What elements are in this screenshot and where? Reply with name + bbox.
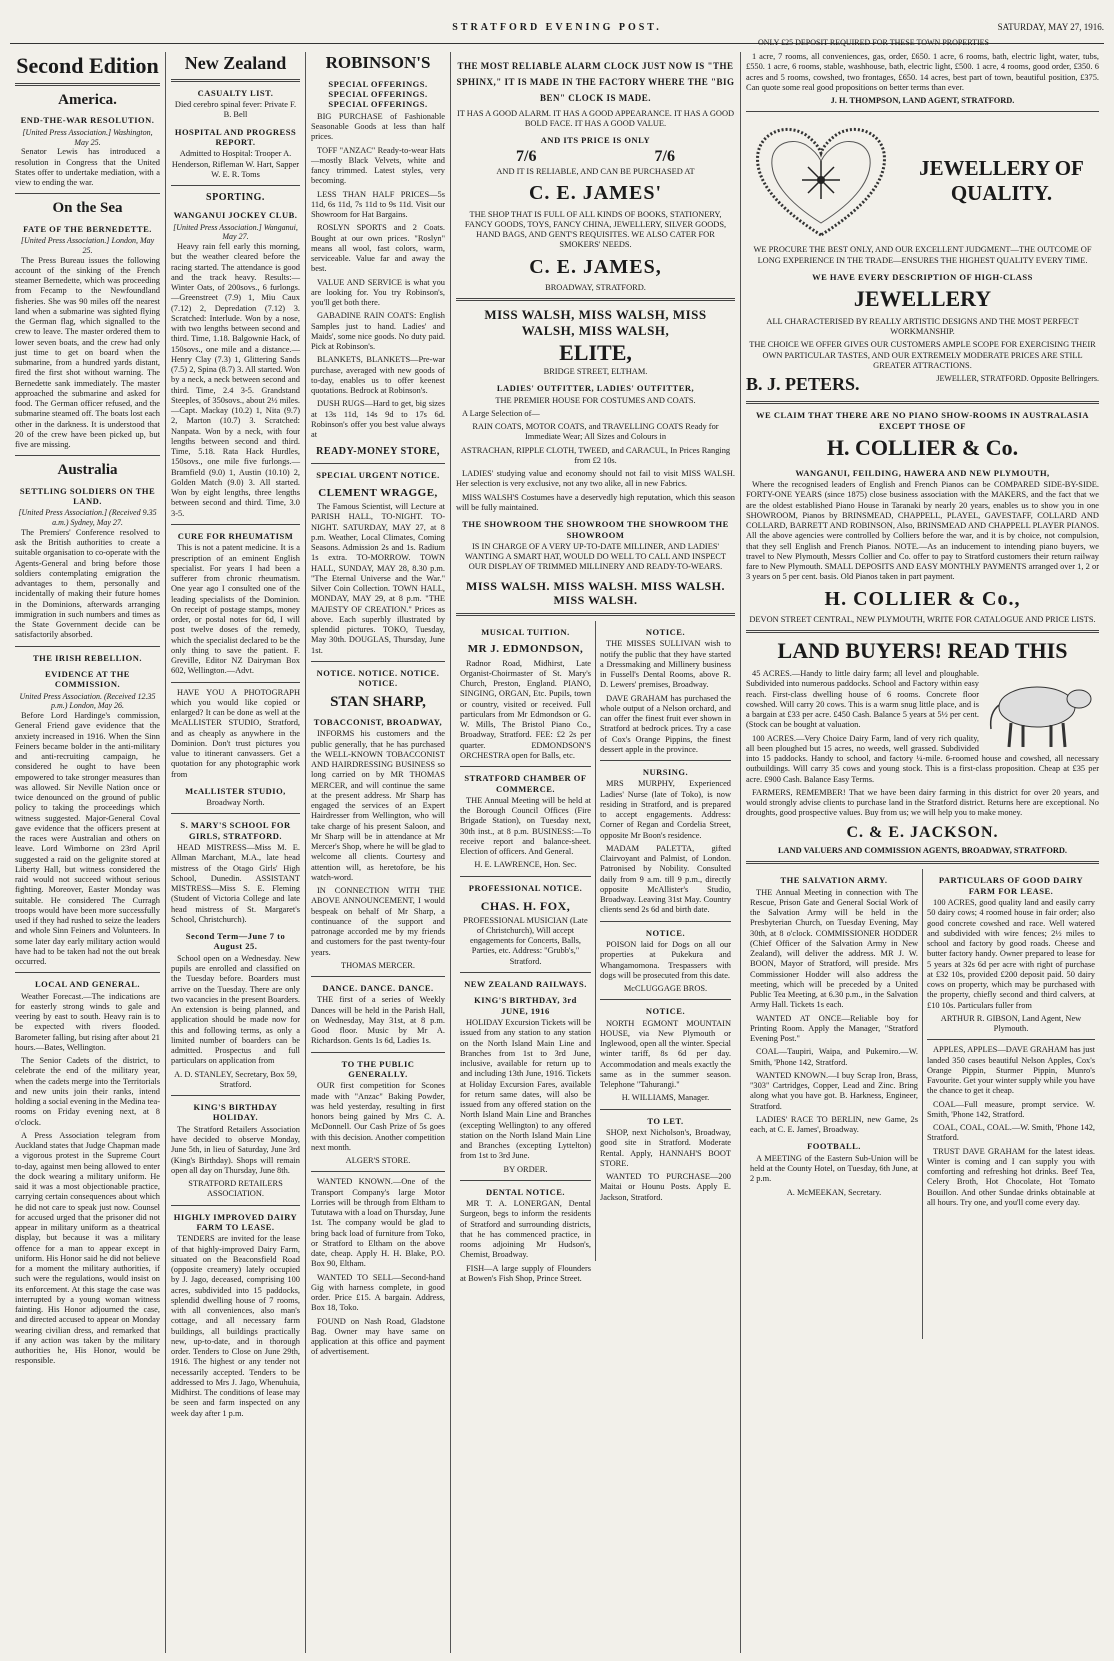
astrachan: ASTRACHAN, RIPPLE CLOTH, TWEED, and CARACUL, In Prices Ranging from £2 10s. bbox=[460, 445, 731, 465]
every-description: WE HAVE EVERY DESCRIPTION OF HIGH-CLASS bbox=[812, 271, 1033, 282]
characterised: ALL CHARACTERISED BY REALLY ARTISTIC DESIGNS AND THE MOST PERFECT WORKMANSHIP. bbox=[766, 316, 1079, 337]
railways-signature: BY ORDER. bbox=[503, 1164, 548, 1174]
column-5-split bbox=[746, 869, 1099, 1339]
james-address: BROADWAY, STRATFORD. bbox=[545, 282, 646, 292]
james-heading: C. E. JAMES' bbox=[528, 182, 663, 205]
salvation-body: THE Annual Meeting in connection with The Rescue, Prison Gate and General Social Work of the Salvation Army will be held in the Presbyterian Church, on Tuesday Evening, May 30th, at 8 o'clock. COMMISSIONER HODDER (Chief Officer of the Salvation Army in New Zealand), will deliver the address. MR J. W. BOON, Mayor of Stratford, will preside. Mrs Commissioner Hodder will also address the meeting, which will be preceded by a United Public Tea Meeting, at 6.30 p.m., in the Salvation Army Hall. Tickets 1s each. bbox=[750, 887, 918, 1010]
railways-body: HOLIDAY Excursion Tickets will be issued from any station to any station on the North Island Main Line and Branches from 1st to 3rd June, inclusive, available for return up to and including 13th June, 1916. Tickets at Holiday Excursion Fares, available for return same dates, will also be issued from any offered station on the North Island Main Line and Branches (excepting Wellington) to any offered station on the North Island Main Line and Branches (excepting Lyttelton) from 1st to 3rd June. bbox=[460, 1018, 591, 1161]
robinson-item-5: VALUE AND SERVICE is what you are looking for. You try Robinson's, you'll get both there. bbox=[311, 277, 445, 308]
dairy-heading: HIGHLY IMPROVED DAIRY FARM TO LEASE. bbox=[173, 1211, 298, 1232]
column-4-split bbox=[456, 621, 735, 1283]
egmont-notice: NORTH EGMONT MOUNTAIN HOUSE, via New Plymouth or Inglewood, open all the winter. Special winter tariff, 8s 6d per day. Accommodation and meals exactly the same as in the summer season. Telephone "Tahurangi." bbox=[600, 1018, 731, 1090]
choice-text: THE CHOICE WE OFFER GIVES OUR CUSTOMERS AMPLE SCOPE FOR EXERCISING THEIR OWN PARTICULAR TASTES, AND OUR EXTREMELY MODERATE PRICES ARE STILL GREATER ATTRACTIONS. bbox=[749, 340, 1096, 370]
outfitter: LADIES' OUTFITTER, LADIES' OUTFITTER, bbox=[496, 383, 695, 394]
robinson-item-6: GABADINE RAIN COATS: English Samples just to hand. Ladies' and Maids', some nice goods. No duty paid. Pick at Robinson's. bbox=[311, 311, 445, 352]
poison-signature: McCLUGGAGE BROS. bbox=[623, 984, 708, 994]
graham-notice: DAVE GRAHAM has purchased the whole output of a Nelson orchard, and can offer the finest fruit ever shown in Stratford at bedrock prices. Try a case of Cox's Orange Pippins, the finest dessert apple in the province. bbox=[600, 693, 731, 754]
wragge-notice: SPECIAL URGENT NOTICE. bbox=[316, 470, 440, 481]
peters-footer bbox=[746, 374, 1099, 396]
hospital-body: Admitted to Hospital: Trooper A. Henderson, Rifleman W. Hart, Sapper W. E. R. Toms bbox=[171, 149, 300, 179]
robinson-item-4: ROSLYN SPORTS and 2 Coats. Bought at our own prices. "Roslyn" means all wool, fast colors, warm, serviceable. Value far and away the best. bbox=[311, 223, 445, 274]
coal-notice-2: COAL—Full measure, prompt service. W. Smith, 'Phone 142, Stratford. bbox=[927, 1099, 1095, 1119]
jewellery-of-quality: JEWELLERY OF QUALITY. bbox=[919, 155, 1084, 206]
sharp-body: INFORMS his customers and the public generally, that he has purchased the WELL-KNOWN TOBACCONIST AND HAIRDRESSING BUSINESS so long carried on by MR THOMAS MERCER, and will continue the same at the present address. Mr Sharp has engaged the services of an Expert Hairdresser from Wellington, who will take charge of his present Saloon, and Mr Sharp will be in attendance at Mr Mercer's Shop, where he will be glad to welcome all clients. Courtesy and attention will, as heretofore, be his watch-word. bbox=[311, 729, 445, 882]
wanted-gig: WANTED TO SELL—Second-hand Gig with harness complete, in good order. Price £15. A bargain. Address, Box 18, Toko. bbox=[311, 1272, 445, 1313]
robinson-item-2: TOFF "ANZAC" Ready-to-wear Hats—mostly Black Velvets, white and fancy trimmed. Latest styles, very becoming. bbox=[311, 145, 445, 186]
lease-signature: ARTHUR R. GIBSON, Land Agent, New Plymouth. bbox=[940, 1013, 1082, 1033]
land-buyers-heading: LAND BUYERS! READ THIS bbox=[777, 638, 1068, 664]
trust-graham: TRUST DAVE GRAHAM for the latest ideas. Winter is coming and I can supply you with comforting and refreshing hot drinks. Beef Tea, Celery Broth, Hot Chocolate, Hot Tomato Bouillon. And other Sundae drinks obtainable at all hours. Try one, and you'll come every day. bbox=[927, 1146, 1095, 1207]
notice-heading-1: NOTICE. bbox=[645, 626, 686, 637]
soldiers-heading: SETTLING SOLDIERS ON THE LAND. bbox=[19, 485, 156, 506]
berlin-race: LADIES' RACE TO BERLIN, new Game, 2s each, at C. E. James', Broadway. bbox=[750, 1114, 918, 1135]
birthday-body: The Stratford Retailers Association have decided to observe Monday, June 5th, in lieu of Saturday, June 3rd (King's Birthday). Shops will remain open all day on Thursday, June 8th. bbox=[171, 1124, 300, 1175]
football-body: A MEETING of the Eastern Sub-Union will be held at the County Hotel, on Tuesday, 6th June, at 2 p.m. bbox=[750, 1153, 918, 1184]
local-heading: LOCAL AND GENERAL. bbox=[34, 979, 141, 990]
paper-title: STRATFORD EVENING POST. bbox=[452, 22, 662, 33]
sphinx-price-label: AND ITS PRICE IS ONLY bbox=[540, 135, 651, 146]
robinson-item-1: BIG PURCHASE of Fashionable Seasonable Goods at less than half prices. bbox=[311, 111, 445, 142]
notice-heading-2: NOTICE. bbox=[645, 927, 686, 938]
jewellery-heading: JEWELLERY bbox=[853, 286, 992, 312]
walsh-heading: MISS WALSH, MISS WALSH, MISS WALSH, MISS WALSH, bbox=[484, 307, 707, 339]
sharp-subheading: TOBACCONIST, BROADWAY, bbox=[313, 716, 443, 727]
america-heading: America. bbox=[58, 92, 117, 109]
chamber-body: THE Annual Meeting will be held at the Borough Council Offices (Fire Brigade Station), on Tuesday next, 30th inst., at 8 p.m. BUSINESS:—To receive report and balance-sheet. Election of officers. And General. bbox=[460, 795, 591, 857]
war-dateline: [United Press Association.] Washington, May 25. bbox=[22, 127, 153, 147]
price-right: 7/6 bbox=[654, 148, 675, 166]
tuition-heading: MUSICAL TUITION. bbox=[481, 626, 570, 637]
birthday-heading: KING'S BIRTHDAY HOLIDAY. bbox=[193, 1102, 278, 1123]
scrap-notice: WANTED KNOWN.—I buy Scrap Iron, Brass, "303" Cartridges, Copper, Lead and Zinc. Bring along what you have got. B. Harkness, Engineer, Stratford. bbox=[750, 1070, 918, 1111]
jockey-dateline: [United Press Association.] Wanganui, May 27. bbox=[173, 222, 298, 242]
collier-heading-2: H. COLLIER & Co., bbox=[824, 587, 1021, 610]
tolet-body: SHOP, next Nicholson's, Broadway, good site in Stratford. Moderate Rental. Apply, HANNAH'S BOOT STORE. bbox=[600, 1128, 731, 1168]
birthday-signature: STRATFORD RETAILERS ASSOCIATION. bbox=[188, 1179, 283, 1199]
chamber-heading: STRATFORD CHAMBER OF COMMERCE. bbox=[464, 773, 587, 794]
public-body: OUR first competition for Scones made with "Anzac" Baking Powder, was held yesterday, resulting in first honors being gained by Mrs C. A. McDonnell. Our Cash Prize of 5s goes with this decision. Another competition next month. bbox=[311, 1081, 445, 1152]
local-auckland: A Press Association telegram from Auckland states that Judge Chapman made a vigorous protest in the Supreme Court to-day, against men being allowed to enter the dock wearing a military uniform. He said it was a most objectionable practice, carrying certain consequences about which he did not care to speak just now. Counsel for accused urged that the prisoner did not appear in military uniform as a theatrical display, but because it was a military offence for a man to appear except in uniform. His Honor said he did not believe for a moment the military authorities, if such were the regulations, would insist on its enforcement. At this stage the case was interrupted by a young woman witness fainting. His Honor adjourned the case, and directed accused to appear on Monday wearing civilian dress, and remarked that if any action was taken by the military authorities he, His Honor, would be responsible. bbox=[15, 1130, 160, 1366]
studying-value: LADIES' studying value and economy should not fail to visit MISS WALSH. Her selection is very exclusive, not any two alike, all in new Fabrics. bbox=[456, 469, 735, 489]
posts-wanted: WANTED TO PURCHASE—200 Maitai or Hounu Posts. Apply E. Jackson, Stratford. bbox=[600, 1172, 731, 1202]
local-forecast: Weather Forecast.—The indications are for easterly strong winds to gale and veering by east to south. Heavy rain is to be expected with rivers flooded. Barometer falling, but rising after about 21 hours.—Bates, Wellington. bbox=[15, 991, 160, 1052]
bernedette-body: The Press Bureau issues the following account of the sinking of the French steamer Bernedette, which was proceeding from Fecamp to the Newfoundland fisheries. She was 90 miles off the nearest land when a submarine was sighted flying the German flag, which signalled to the crew to leave. The master ordered them to lower seven boats, and the crew had only just time to get on board when the submarine, from a hundred yards distant, fired the first shot without warning. The Bernedette sank immediately. The master approached the submarine and asked for food. The German officer refused, and the submarine steamed off. The boats lost each other in the darkness. It is understood that 20 of the crew have been picked up, but five are missing. bbox=[15, 255, 160, 449]
australia-heading: Australia bbox=[57, 462, 118, 479]
railways-heading: NEW ZEALAND RAILWAYS. bbox=[464, 978, 587, 989]
casualty-body: Died cerebro spinal fever: Private F. B. Bell bbox=[174, 100, 297, 120]
irish-body: Before Lord Hardinge's commission, General Friend gave evidence that the anxiety increased in 1916. When the Sinn Feiners became bolder in the anti-military and anti-recruiting campaign, he considered he ought to have been empowered to take stronger measures than was allowed. Sir Neville Nation once or twice denounced on the ground of public policy to taking the proceedings which witness suggested. Major-General Coval gave evidence that the officers present at the races were Australian and others on leave. Lord Wimborne on 23rd April suggested a raid on the gelignite stored at Liberty Hall, but witness considered the raid would not succeed without serious fighting. Moreover, Easter Monday was suitable. He considered The Curragh troops would have been more successfully used if they had rushed to seize the leaders and whole Sinn Feiners and Volunteers. In some later day early military action would have had to be taken had not the out break occurred. bbox=[15, 711, 160, 967]
notice-heading-3: NOTICE. bbox=[645, 1006, 686, 1017]
jackson-heading: C. & E. JACKSON. bbox=[846, 823, 999, 841]
tolet-heading: TO LET. bbox=[647, 1115, 684, 1126]
farmers-remember: FARMERS, REMEMBER! That we have been dairy farming in this district for over 20 years, and would strongly advise clients to purchase land in the Stratford district. Returns here are exceptional. No droughts, good prospective values. Buy from us; we will help you to make money. bbox=[746, 787, 1099, 818]
cow-icon bbox=[979, 669, 1099, 751]
column-4-left bbox=[456, 621, 595, 1283]
nursing-heading: NURSING. bbox=[642, 767, 689, 778]
chamber-signature: H. E. LAWRENCE, Hon. Sec. bbox=[474, 860, 577, 870]
sphinx-heading: THE MOST RELIABLE ALARM CLOCK JUST NOW IS "THE SPHINX," IT IS MADE IN THE FACTORY WHERE THE "BIG BEN" CLOCK IS MADE. bbox=[456, 61, 735, 104]
studio-address: Broadway North. bbox=[206, 798, 265, 808]
mercer-body: IN CONNECTION WITH THE ABOVE ANNOUNCEMENT, I would bespeak on behalf of Mr Sharp, a continuance of the support and patronage accorded me by my friends and customers for the past twenty-four years. bbox=[311, 886, 445, 957]
studio-name: McALLISTER STUDIO, bbox=[185, 785, 286, 796]
wanted-lorry: WANTED KNOWN.—One of the Transport Company's large Motor Lorries will be through from Eltham to Tututawa with a load on Thursday, June 1st. The company would be glad to bring back load of furniture from Toko, or Stratford to Eltham on the above date, cheap. Apply H. H. Blake, P.O. Box 90, Eltham. bbox=[311, 1177, 445, 1269]
football-heading: FOOTBALL. bbox=[807, 1141, 861, 1152]
column-4 bbox=[450, 52, 740, 1653]
fox-body: PROFESSIONAL MUSICIAN (Late of Christchurch), Will accept engagements for Concerts, Balls, Parties, etc. Address: "Grubb's," Stratford. bbox=[463, 915, 588, 966]
casualty-heading: CASUALTY LIST. bbox=[197, 87, 274, 98]
lease-heading: PARTICULARS OF GOOD DAIRY FARM FOR LEASE. bbox=[938, 875, 1084, 896]
found-bag: FOUND on Nash Road, Gladstone Bag. Owner may have same on application at this office and payment of advertisement. bbox=[311, 1316, 445, 1357]
james-shop: THE SHOP THAT IS FULL OF ALL KINDS OF BOOKS, STATIONERY, FANCY GOODS, TOYS, FANCY CHINA, JEWELLERY, SILVER GOODS, HAND BAGS, AND GENT'S REQUISITES. WE ALSO CATER FOR SMOKERS' NEEDS. bbox=[464, 209, 727, 250]
peters-address: JEWELLER, STRATFORD. Opposite Bellringers. bbox=[936, 374, 1099, 384]
collier-address: DEVON STREET CENTRAL, NEW PLYMOUTH, WRITE FOR CATALOGUE AND PRICE LISTS. bbox=[749, 614, 1096, 624]
soldiers-dateline: [United Press Association.] (Received 9.35 a.m.) Sydney, May 27. bbox=[18, 508, 157, 528]
irish-subheading: EVIDENCE AT THE COMMISSION. bbox=[45, 668, 130, 690]
robinson-item-8: DUSH RUGS—Hard to get, big sizes at 13s 11d, 14s 9d to 17s 6d. Robinson's offer you best value always at bbox=[311, 399, 445, 440]
coats: RAIN COATS, MOTOR COATS, and TRAVELLING COATS Ready for Immediate Wear; All Sizes and Colours in bbox=[472, 422, 719, 442]
land-offer-45: 45 ACRES.—Handy to little dairy farm; all level and ploughable. Subdivided into numerous paddocks. School and Factory within easy reach. First-class dwelling house of 6 rooms. Concrete floor cowshed. Will carry 20 cows. This is a warm snug little place, and is a bargain at £33 per acre. £450 Cash. Balance 5 years at 5½ per cent. (Stock can be bought at valuation. bbox=[746, 669, 979, 730]
column-3 bbox=[305, 52, 450, 1653]
war-body: Senator Lewis has introduced a resolution in Congress that the United States offer to undertake mediation, with a view to ending the war. bbox=[15, 147, 160, 188]
peters-name: B. J. PETERS. bbox=[746, 374, 860, 395]
offerings-heading: SPECIAL OFFERINGS. SPECIAL OFFERINGS. SPECIAL OFFERINGS. bbox=[328, 78, 428, 110]
fish-notice: FISH—A large supply of Flounders at Bowen's Fish Shop, Prince Street. bbox=[460, 1263, 591, 1283]
robinson-heading: ROBINSON'S bbox=[325, 53, 431, 72]
poison-notice: POISON laid for Dogs on all our properties at Pukekura and Whangamomona. Trespassers with dogs will be prosecuted from this date. bbox=[600, 940, 731, 980]
thompson-signature: J. H. THOMPSON, LAND AGENT, STRATFORD. bbox=[830, 96, 1015, 105]
term-heading: Second Term—June 7 to August 25. bbox=[185, 931, 286, 952]
public-signature: ALGER'S STORE. bbox=[345, 1156, 411, 1166]
jackson-address: LAND VALUERS AND COMMISSION AGENTS, BROADWAY, STRATFORD. bbox=[777, 846, 1068, 856]
procure-text: WE PROCURE THE BEST ONLY, AND OUR EXCELLENT JUDGMENT—THE OUTCOME OF LONG EXPERIENCE IN THE TRADE—ENSURES THE HIGHEST QUALITY EVERY TIME. bbox=[753, 245, 1092, 265]
sphinx-features: IT HAS A GOOD ALARM. IT HAS A GOOD APPEARANCE. IT HAS A GOOD BOLD FACE. IT HAS A GOOD VALUE. bbox=[456, 108, 735, 128]
coal-notice-1: COAL—Taupiri, Waipa, and Pukemiro.—W. Smith, 'Phone 142, Stratford. bbox=[750, 1047, 918, 1067]
james-heading-2: C. E. JAMES, bbox=[529, 255, 662, 278]
dance-heading: DANCE. DANCE. DANCE. bbox=[322, 983, 434, 994]
dance-body: THE first of a series of Weekly Dances will be held in the Parish Hall, on Wednesday, May 31st, at 8 p.m. Good floor. Music by Mr A. Richardson. Gents 1s 6d, Ladies 1s. bbox=[311, 995, 445, 1046]
ready-money-store: READY-MONEY STORE, bbox=[316, 446, 440, 458]
sphinx-reliable: AND IT IS RELIABLE, AND CAN BE PURCHASED AT bbox=[496, 166, 695, 176]
school-body: HEAD MISTRESS—Miss M. E. Allman Marchant, M.A., late head mistress of the Otago Girls' High School, Dunedin. ASSISTANT MISTRESS—Miss S. E. Fleming (Student of Victoria College and late head mistress of St. Margaret's School, Christchurch). bbox=[171, 843, 300, 924]
rheumatism-heading: CURE FOR RHEUMATISM bbox=[177, 530, 294, 541]
photo-ad: HAVE YOU A PHOTOGRAPH which you would like copied or enlarged? It can be done as well at the McALLISTER STUDIO, Stratford, and as cheaply as anywhere in the Dominion. Don't trust pictures you value to itinerant canvassers. Get a quotation for any photographic work from bbox=[171, 687, 300, 779]
bernedette-heading: FATE OF THE BERNEDETTE. bbox=[23, 223, 152, 234]
robinson-item-3: LESS THAN HALF PRICES—5s 11d, 6s 11d, 7s 11d to 9s 11d. Visit our Showroom for Hat Bargains. bbox=[311, 189, 445, 220]
hospital-heading: HOSPITAL AND PROGRESS REPORT. bbox=[174, 126, 297, 148]
sharp-heading: STAN SHARP, bbox=[330, 693, 426, 710]
salvation-heading: THE SALVATION ARMY. bbox=[780, 875, 888, 886]
dairy-body: TENDERS are invited for the lease of that highly-improved Dairy Farm, situated on the Beaconsfield Road (opposite creamery) lately occupied by J. Jago, deceased, comprising 100 acres, subdivided into 15 paddocks, splendid dwelling house of 7 rooms, with all conveniences, also man's cottage, and all necessary farm buildings, all buildings practically new, up-to-date, and in thorough order. Tenders to Close on June 29th, 1916. The highest or any tender not necessarily accepted. Tenders to be addressed to Mrs J. Jago, Whenuhuia, Midhirst. The conditions of lease may be seen and farm inspected on any week day after 1 p.m. bbox=[171, 1234, 300, 1418]
column-4-right bbox=[595, 621, 735, 1261]
wragge-name: CLEMENT WRAGGE, bbox=[318, 486, 438, 499]
sphinx-prices bbox=[456, 147, 735, 167]
football-signature: A. McMEEKAN, Secretary. bbox=[786, 1187, 882, 1197]
showroom-heading: THE SHOWROOM THE SHOWROOM THE SHOWROOM THE SHOWROOM bbox=[462, 519, 729, 540]
collier-body: Where the recognised leaders of English and French Pianos can be COMPARED SIDE-BY-SIDE. FORTY-ONE YEARS (since 1875) close business association with the MAKERS, and the fact that we are the oldest established Piano House in Taranaki by nearly 20 years, enables us to show you in one SHOWROOM, Pianos by BRINSMEAD, CHAPPELL, PLAYEL, GAVESTAFF, COLLARD AND COLLARD, BARRETT AND ROBINSON, Also, BRINSMEAD AND CHAPPELL PLAYER PIANOS. All the above agencies were controlled by Colliers before the war, and it is by choice, not compulsion, that they sell English and French Pianos. NOTE.—As an inducement to intending piano buyers, we travel to New Plymouth, Messrs Collier and Co. offer to pay to Stratford customers their return railway fare to New Plymouth. SMALL DEPOSITS AND EASY MONTHLY PAYMENTS arranged over 1, 2 or 3 years on 5 per cent. basis. Old Pianos taken in part payment. bbox=[746, 480, 1099, 582]
wragge-body: The Famous Scientist, will Lecture at PARISH HALL, TO-NIGHT. TO-NIGHT. SATURDAY, MAY 27, at 8 p.m. Weather, Local Climates, Coming Seasons. Admission 2s and 1s. Radium 1s extra. TO-MORROW. TOWN HALL, SUNDAY, MAY 28, 8.30 p.m. "The Eternal Universe and the War." Silver Coin Collection. TOWN HALL, MONDAY, MAY 29, at 8 p.m. "THE MAJESTY OF CREATION." Prices as above. Each superbly illustrated by splendid pictures. TOKO, Tuesday, May 30th. DOUGLAS, Thursday, June 1st. bbox=[311, 502, 445, 655]
school-heading: S. MARY'S SCHOOL FOR GIRLS, STRATFORD. bbox=[180, 820, 291, 841]
issue-date: SATURDAY, MAY 27, 1916. bbox=[997, 22, 1104, 32]
wanted-boy: WANTED AT ONCE—Reliable boy for Printing Room. Apply the Manager, "Stratford Evening Post." bbox=[750, 1013, 918, 1044]
notice-banner: NOTICE. NOTICE. NOTICE. NOTICE. bbox=[316, 667, 440, 689]
sullivan-notice: THE MISSES SULLIVAN wish to notify the public that they have started a Dressmaking and Millinery business in Fussell's Dental Rooms, above R. D. Lewers' premises, Broadway. bbox=[600, 639, 731, 690]
edition-heading: Second Edition bbox=[16, 53, 159, 78]
jewellery-ad bbox=[746, 117, 1099, 245]
railways-subheading: KING'S BIRTHDAY, 3rd JUNE, 1916 bbox=[474, 995, 577, 1016]
top-property-notice: ONLY £25 DEPOSIT REQUIRED FOR THESE TOWN PROPERTIES bbox=[758, 38, 989, 47]
term-body: School open on a Wednesday. New pupils are enrolled and classified on the Tuesday before. Boarders must arrive on the Tuesday. There are only two vacancies in the present Boarders. An extension is being planned, and application should be made now for this and following terms, as only a limited number of boarders can be admitted. Prospectus and full particulars on application from bbox=[171, 953, 300, 1066]
premier-house: THE PREMIER HOUSE FOR COSTUMES AND COATS. bbox=[495, 395, 696, 405]
elite-heading: ELITE, bbox=[559, 339, 632, 365]
collier-branches: WANGANUI, FEILDING, HAWERA AND NEW PLYMOUTH, bbox=[795, 467, 1050, 478]
irish-heading: THE IRISH REBELLION. bbox=[33, 652, 142, 663]
dental-body: MR T. A. LONERGAN, Dental Surgeon, begs to inform the residents of Stratford and surrounding districts, that he has commenced practice, in rooms adjoining Mr Hudson's, Chemist, Broadway. bbox=[460, 1199, 591, 1260]
sea-heading: On the Sea bbox=[52, 200, 123, 217]
coal-notice-3: COAL, COAL, COAL.—W. Smith, 'Phone 142, Stratford. bbox=[927, 1123, 1095, 1143]
property-list: 1 acre, 7 rooms, all conveniences, gas, order, £650. 1 acre, 6 rooms, bath, electric light, water, tubs, £550. 1 acre, 6 rooms, stable, washhouse, bath, electric light, £500. 1 acre, 4 rooms, good order, £350. 6 acres and 5 rooms, cowshed, two frontages, £650. 14 acres, best part of town, beautiful position, £375. Can quote some real good propositions on better terms than ever. bbox=[746, 52, 1099, 92]
public-heading: TO THE PUBLIC GENERALLY. bbox=[341, 1058, 415, 1080]
soldiers-body: The Premiers' Conference resolved to ask the British authorities to create a suitable organisation to co-operate with the Agents-General and bring before those soldiers contemplating emigration the advantages to them, personally and incidentally of making their future homes in the Dominions, afterwards arranging immigration in such numbers and times as the State Government decide can be satisfactorily absorbed. bbox=[15, 527, 160, 640]
selection: A Large Selection of— bbox=[462, 408, 540, 418]
rheumatism-body: This is not a patent medicine. It is a prescription of an eminent English specialist. For years I had been a sufferer from chronic rheumatism. One year ago I consulted one of the leading specialists of the Dominion. On receipt of postage stamps, money order, or postal notes for 6d, I will post twelve doses of the remedy, which the specialist declared to be the only thing to save the patient. F. Greville, Editor NZ Dairyman Box 602, Wellington.—Advt. bbox=[171, 543, 300, 676]
apples-notice: APPLES, APPLES—DAVE GRAHAM has just landed 350 cases beautiful Nelson Apples, Cox's Orange Pippin, Sturmer Pippin, Munro's Favourite. Get your winter supply while you have the chance to get it cheap. bbox=[927, 1045, 1095, 1096]
fox-name: CHAS. H. FOX, bbox=[480, 899, 571, 914]
elite-address: BRIDGE STREET, ELTHAM. bbox=[543, 367, 648, 377]
egmont-signature: H. WILLIAMS, Manager. bbox=[621, 1093, 710, 1103]
column-5-left bbox=[746, 869, 922, 1339]
lease-body: 100 ACRES, good quality land and easily carry 50 dairy cows; 4 roomed house in fair order; also good concrete cowshed and race. Well watered and subdivided with wire fences; 2½ miles to school and factory by good roads. Cheese and butter factory handy. Owner prepared to lease for 5 years at 32s 6d per acre with right of purchase at £32 10s, provided £200 deposit paid. 50 dairy cows on property, which may be purchased with the property, chiefly second and third calvers, at £10 10s. Particulars fuller from bbox=[927, 898, 1095, 1010]
murphy-notice: MRS MURPHY, Experienced Ladies' Nurse (late of Toko), is now residing in Stratford, and is prepared to accept engagements. Address: Corner of Regan and Cordelia Street, opposite Mr Boon's residence. bbox=[600, 779, 731, 840]
walsh-footer: MISS WALSH. MISS WALSH. MISS WALSH. MISS WALSH. bbox=[466, 578, 725, 608]
sporting-heading: SPORTING. bbox=[206, 192, 265, 204]
showroom-body: IS IN CHARGE OF A VERY UP-TO-DATE MILLINER, AND LADIES' WANTING A SMART HAT, WOULD DO WELL TO CALL AND INSPECT OUR DISPLAY OF TRIMMED MILLINERY AND READY-TO-WEARS. bbox=[464, 541, 727, 572]
dental-heading: DENTAL NOTICE. bbox=[485, 1186, 566, 1197]
edmondson-name: MR J. EDMONDSON, bbox=[467, 643, 584, 656]
paletta-notice: MADAM PALETTA, gifted Clairvoyant and Palmist, of London. Patronised by Nobility. Consulted daily from 9 a.m. till 9 p.m., directly opposite McAllister's Studio, Broadway. Leaving 31st May. Country clients send 2s 6d and birth date. bbox=[600, 843, 731, 915]
price-left: 7/6 bbox=[516, 148, 537, 166]
column-2 bbox=[165, 52, 305, 1653]
collier-heading: H. COLLIER & Co. bbox=[826, 434, 1019, 460]
jockey-heading: WANGANUI JOCKEY CLUB. bbox=[173, 210, 298, 221]
professional-heading: PROFESSIONAL NOTICE. bbox=[468, 882, 583, 893]
local-cadets: The Senior Cadets of the district, to celebrate the end of the military year, when the cadets merge into the Territorials and new units join their ranks, intend holding a social evening in the Medina tea-rooms on Friday evening next, at 8 o'clock. bbox=[15, 1056, 160, 1127]
walsh-costumes: MISS WALSH'S Costumes have a deservedly high reputation, which this season will be fully maintained. bbox=[456, 492, 735, 512]
column-5 bbox=[740, 52, 1104, 1653]
mercer-signature: THOMAS MERCER. bbox=[341, 960, 415, 970]
war-resolution-heading: END-THE-WAR RESOLUTION. bbox=[20, 115, 155, 126]
robinson-item-7: BLANKETS, BLANKETS—Pre-war purchase, averaged with new goods of to-day, enables us to offer keenest quotations. Bedrock at Robinson's. bbox=[311, 355, 445, 396]
term-signature: A. D. STANLEY, Secretary, Box 59, Stratford. bbox=[174, 1069, 297, 1089]
edmondson-body: Radnor Road, Midhirst, Late Organist-Choirmaster of St. Mary's Church, Preston, England. PIANO, SINGING, ORGAN, Etc. Pupils, town or country, visited or received. Full particulars from Mr Edmondson or G. W. Mills, The Bristol Piano Co., Broadway, Stratford. FEE: £2 2s per quarter. EDMONDSON'S ORCHESTRA open for Balls, etc. bbox=[460, 658, 591, 760]
jockey-body: Heavy rain fell early this morning, but the weather cleared before the racing started. The attendance is good and the track heavy. Results:— Winter Oats, of 200sovs., 6 furlongs.—Greenstreet (7.9) 1, Miu Caux (7.12) 2, Depredation (7.12) 3. Scratched: Interlude. Won by a nose, with two lengths between second and third. Time, 1.18. Balgownie Hack, of 150sovs., one mile and a distance.—Henry Clay (7.3) 1, Glittering Sands (7.5) 2, Spina (8.7) 3. All started. Won by a neck, a neck between second and third. Time, 2.4 3-5. Grandstand Steeples, of 350sovs., about 2½ miles.—Capt. Mackay (10.2) 1, Nita (9.7) 2, Marton (10.7) 3. Scratched: Nanpata. Won by a neck, with four lengths between second and third. Time, 5.18. Rata Hack Hurdles, 150sovs., one mile five furlongs.—Bramfield (9.0) 1, Austin (10.10) 2, Golden Match (9.0) 3. All started. Won by eight lengths, three lengths between second and third. Time, 3.0 3-5. bbox=[171, 242, 300, 518]
heart-necklace-icon bbox=[746, 117, 896, 245]
piano-claim: WE CLAIM THAT THERE ARE NO PIANO SHOW-ROOMS IN AUSTRALASIA EXCEPT THOSE OF bbox=[756, 410, 1089, 431]
column-5-right bbox=[922, 869, 1099, 1339]
nz-heading: New Zealand bbox=[184, 53, 287, 73]
land-offer-100: 100 ACRES.—Very Choice Dairy Farm, land of very rich quality, all been ploughed but 15 acres, no weeds, well grassed. Subdivided into 15 paddocks. Handy to school, and factory ¼-mile. 6-roomed house and cowshed, all necessary outbuildings. Will carry 35 cows and young stock. This is a first-class proposition. Cheap at £35 per acre. £900 Cash. Balance Easy Terms. bbox=[746, 733, 1099, 784]
bernedette-dateline: [United Press Association.] London, May 25. bbox=[20, 236, 155, 255]
column-1 bbox=[10, 52, 165, 1653]
masthead bbox=[10, 4, 1104, 47]
irish-dateline: United Press Association. (Received 12.35 p.m.) London, May 26. bbox=[19, 691, 156, 711]
